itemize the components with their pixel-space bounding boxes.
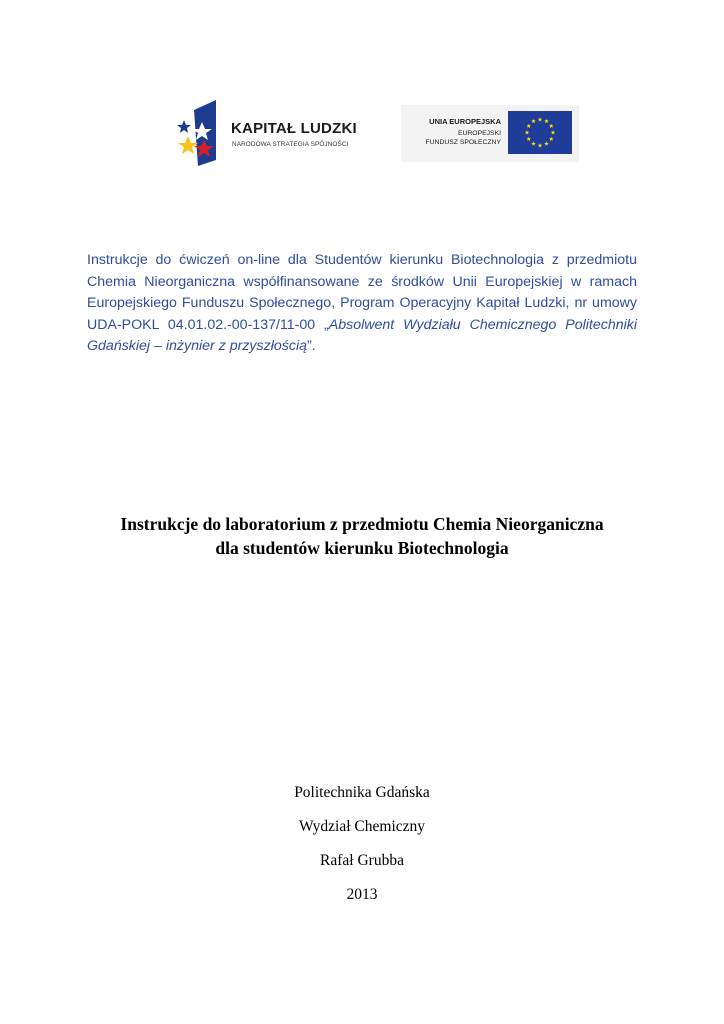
intro-text: Instrukcje do ćwiczeń on-line dla Studentów kierunku Biotechnologia z przedmiotu Chemia Nieorganiczna współfinansowane ze środków Unii Europejskiej w ramach Europejskiego Funduszu Społecznego, Program Operacyjny Kapitał Ludzki, nr umowy UDA-POKL 04.01.02.-00-137/11-00 „ bbox=[87, 252, 637, 333]
intro-paragraph bbox=[87, 250, 637, 358]
document-title bbox=[60, 512, 664, 560]
author-name: Rafał Grubba bbox=[320, 852, 404, 869]
eu-flag-icon bbox=[508, 111, 572, 154]
publication-year: 2013 bbox=[346, 886, 378, 903]
kapital-ludzki-subtitle: NARODOWA STRATEGIA SPÓJNOŚCI bbox=[232, 141, 349, 148]
ue-line-2: EUROPEJSKI bbox=[457, 130, 501, 137]
university-name: Politechnika Gdańska bbox=[294, 784, 430, 801]
title-line-2: dla studentów kierunku Biotechnologia bbox=[215, 538, 509, 558]
department-name: Wydział Chemiczny bbox=[298, 818, 426, 835]
title-line-1: Instrukcje do laboratorium z przedmiotu Chemia Nieorganiczna bbox=[120, 514, 604, 534]
kapital-ludzki-emblem-icon bbox=[174, 100, 228, 166]
unia-europejska-logo bbox=[401, 105, 579, 162]
intro-italic-project-name: Absolwent Wydziału Chemicznego Politechniki Gdańskiej – inżynier z przyszłością bbox=[87, 316, 637, 354]
ue-line-3: FUNDUSZ SPOŁECZNY bbox=[425, 139, 501, 146]
intro-tail: ”. bbox=[307, 338, 316, 354]
kapital-ludzki-logo bbox=[174, 100, 376, 166]
kapital-ludzki-title: KAPITAŁ LUDZKI bbox=[231, 120, 357, 137]
ue-line-1: UNIA EUROPEJSKA bbox=[429, 117, 501, 126]
